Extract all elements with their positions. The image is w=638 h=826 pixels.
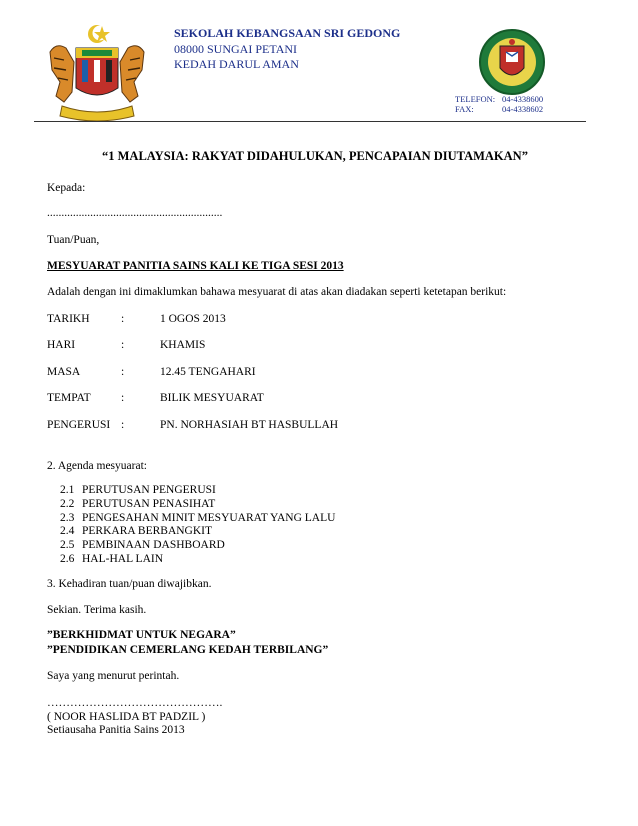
phone-label: TELEFON: xyxy=(455,94,496,104)
agenda-item: PERKARA BERBANGKIT xyxy=(82,525,213,537)
agenda-item-number: 2.5 xyxy=(60,539,75,551)
subject-line: MESYUARAT PANITIA SAINS KALI KE TIGA SESI 2013 xyxy=(47,260,344,272)
fax-value: 04-4338602 xyxy=(502,104,544,114)
agenda-item-number: 2.4 xyxy=(60,525,75,537)
phone-value: 04-4338600 xyxy=(502,94,544,104)
detail-label: PENGERUSI xyxy=(47,419,111,431)
detail-label: TARIKH xyxy=(47,313,90,325)
detail-label: TEMPAT xyxy=(47,392,91,404)
school-crest-icon xyxy=(476,28,548,96)
slogan-2: ”PENDIDIKAN CEMERLANG KEDAH TERBILANG” xyxy=(47,644,329,656)
detail-value: BILIK MESYUARAT xyxy=(160,392,264,404)
signature-line: ………………………………………. xyxy=(47,697,223,709)
agenda-heading: 2. Agenda mesyuarat: xyxy=(47,460,147,472)
agenda-item: PEMBINAAN DASHBOARD xyxy=(82,539,225,551)
agenda-item-number: 2.6 xyxy=(60,553,75,565)
signer-name: ( NOOR HASLIDA BT PADZIL ) xyxy=(47,711,206,723)
closing-line: Sekian. Terima kasih. xyxy=(47,604,147,616)
detail-separator: : xyxy=(121,419,125,431)
agenda-item-number: 2.1 xyxy=(60,484,75,496)
address-line-1: 08000 SUNGAI PETANI xyxy=(174,42,298,56)
detail-value: PN. NORHASIAH BT HASBULLAH xyxy=(160,419,339,431)
detail-value: KHAMIS xyxy=(160,339,206,351)
detail-separator: : xyxy=(121,366,125,378)
sign-off: Saya yang menurut perintah. xyxy=(47,670,180,682)
recipient-blank: ............................................................. xyxy=(47,207,223,219)
fax-label: FAX: xyxy=(455,104,474,114)
address-line-2: KEDAH DARUL AMAN xyxy=(174,57,299,71)
agenda-item-number: 2.2 xyxy=(60,498,75,510)
detail-separator: : xyxy=(121,339,125,351)
intro-paragraph: Adalah dengan ini dimaklumkan bahawa mesyuarat di atas akan diadakan seperti ketetapan berikut: xyxy=(47,286,507,298)
attendance-note: 3. Kehadiran tuan/puan diwajibkan. xyxy=(47,578,212,590)
detail-label: HARI xyxy=(47,339,76,351)
agenda-item-number: 2.3 xyxy=(60,512,75,524)
motto: “1 MALAYSIA: RAKYAT DIDAHULUKAN, PENCAPAIAN DIUTAMAKAN” xyxy=(102,149,528,163)
agenda-item: PERUTUSAN PENGERUSI xyxy=(82,484,216,496)
detail-label: MASA xyxy=(47,366,81,378)
recipient-label: Kepada: xyxy=(47,182,86,194)
detail-separator: : xyxy=(121,313,125,325)
detail-value: 12.45 TENGAHARI xyxy=(160,366,256,378)
agenda-item: PENGESAHAN MINIT MESYUARAT YANG LALU xyxy=(82,512,336,524)
malaysia-coat-of-arms-icon xyxy=(42,22,152,124)
detail-separator: : xyxy=(121,392,125,404)
agenda-item: PERUTUSAN PENASIHAT xyxy=(82,498,216,510)
agenda-item: HAL-HAL LAIN xyxy=(82,553,164,565)
signer-title: Setiausaha Panitia Sains 2013 xyxy=(47,724,185,736)
school-name: SEKOLAH KEBANGSAAN SRI GEDONG xyxy=(174,26,401,40)
detail-value: 1 OGOS 2013 xyxy=(160,313,226,325)
slogan-1: ”BERKHIDMAT UNTUK NEGARA” xyxy=(47,629,236,641)
header-divider xyxy=(34,121,586,122)
salutation: Tuan/Puan, xyxy=(47,234,100,246)
